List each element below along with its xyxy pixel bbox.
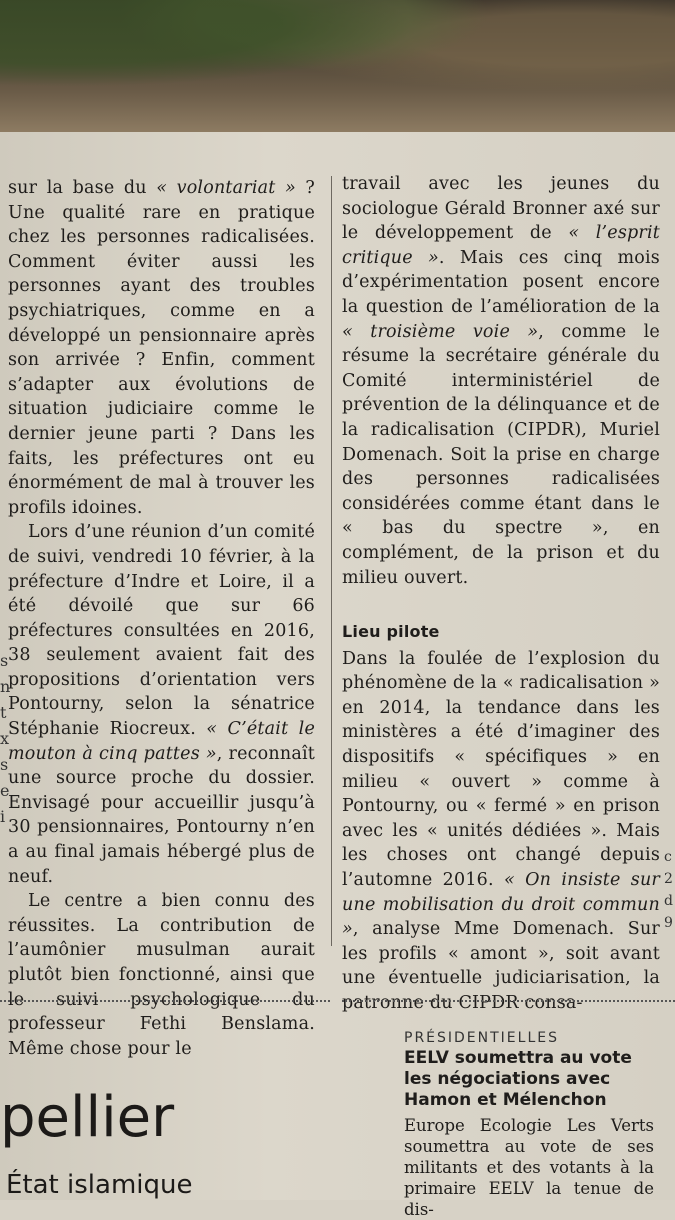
bottom-headline: pellier [0,1085,175,1150]
column-divider [331,176,332,946]
edge-letter: x [0,729,10,748]
right-edge-fragments [664,846,675,934]
text-run: Lors d’une réunion d’un comité de suivi, vendredi 10 février, à la préfecture d’Indre et Loire, il a été dévoilé que sur 66 préfectures consultées en 2016, 38 seulement avaient fait des propositions d’orientation vers Pontourny, selon la sénatrice Stéphanie Riocreux. [8,522,315,740]
newspaper-photo [0,0,675,132]
left-paragraph-2 [8,520,315,889]
bottom-subheadline: État islamique [6,1170,193,1200]
right-paragraph-2 [342,647,660,1016]
edge-letter: e [0,781,10,800]
brief-kicker: PRÉSIDENTIELLES [404,1030,559,1046]
article-left-column [8,176,315,1061]
text-run: Dans la foulée de l’explosion du phénomène de la « radicalisation » en 2014, la tendance dans les ministères a été d’imaginer des dispositifs « spécifiques » en milieu « ouvert » comme à Pontourny, ou « fermé » en prison avec les « unités dédiées ». Mais les choses ont changé depuis l’automne 2016. [342,648,660,891]
edge-letter: i [0,807,6,826]
edge-letter: n [0,677,11,696]
left-paragraph-3: Le centre a bien connu des réussites. La contribution de l’aumônier musulman aurait plutôt bien fonctionné, ainsi que le suivi psychologique du professeur Fethi Benslama. Même chose pour le [8,891,315,1059]
italic-quote: « C’était le mouton à cinq pattes » [8,719,316,764]
news-brief [404,1030,654,1220]
bottom-divider-left [0,1000,330,1002]
text-run: travail avec les jeunes du sociologue Gérald Bronner axé sur le développement de [342,174,660,244]
italic-quote: « On insiste sur une mobilisation du droit commun » [342,870,660,940]
brief-body: Europe Ecologie Les Verts soumettra au vote de ses militants et des votants à la primaire EELV la tenue de dis- [404,1116,654,1219]
section-subhead: Lieu pilote [342,622,440,642]
text-run: sur la base du [8,178,157,198]
italic-quote: « troisième voie » [342,321,539,342]
edge-letter: s [0,651,9,670]
text-run: , analyse Mme Domenach. Sur les profils « amont », soit avant une éventuelle judiciarisation, la patronne du CIPDR consa- [342,919,660,1013]
photo-foliage [0,0,675,132]
article-right-column [342,172,660,1016]
text-run: . Mais ces cinq mois d’expérimentation posent encore la question de l’amélioration de la [342,247,660,317]
left-paragraph-1 [8,176,315,520]
text-run: , comme le résume la secrétaire générale du Comité interministériel de prévention de la délinquance et de la radicalisation (CIPDR), Muriel Domenach. Soit la prise en charge des personnes radicalisées considérées comme étant dans le « bas du spectre », en complément, de la prison et du milieu ouvert. [342,321,660,588]
brief-title: EELV soumettra au vote les négociations avec Hamon et Mélenchon [404,1048,632,1110]
italic-quote: « l’esprit critique » [342,223,660,268]
bottom-divider-right [342,1000,675,1002]
edge-letter: 2 [664,871,673,887]
edge-letter: c [664,849,672,865]
text-run: ? Une qualité rare en pratique chez les personnes radicalisées. Comment éviter aussi les personnes ayant des troubles psychiatriques, comme en a développé un pensionnaire après son arrivée ? Enfin, comment s’adapter aux évolutions de situation judiciaire comme le dernier jeune parti ? Dans les faits, les préfectures ont eu énormément de mal à trouver les profils idoines. [8,178,315,518]
edge-letter: s [0,755,9,774]
edge-letter: t [0,703,7,722]
right-paragraph-1 [342,172,660,590]
edge-letter: d [664,893,673,909]
edge-letter: 9 [664,915,673,931]
italic-quote: « volontariat » [156,178,296,198]
text-run: , reconnaît une source proche du dossier. Envisagé pour accueillir jusqu’à 30 pensionnaires, Pontourny n’en a au final jamais hébergé plus de neuf. [8,743,315,887]
